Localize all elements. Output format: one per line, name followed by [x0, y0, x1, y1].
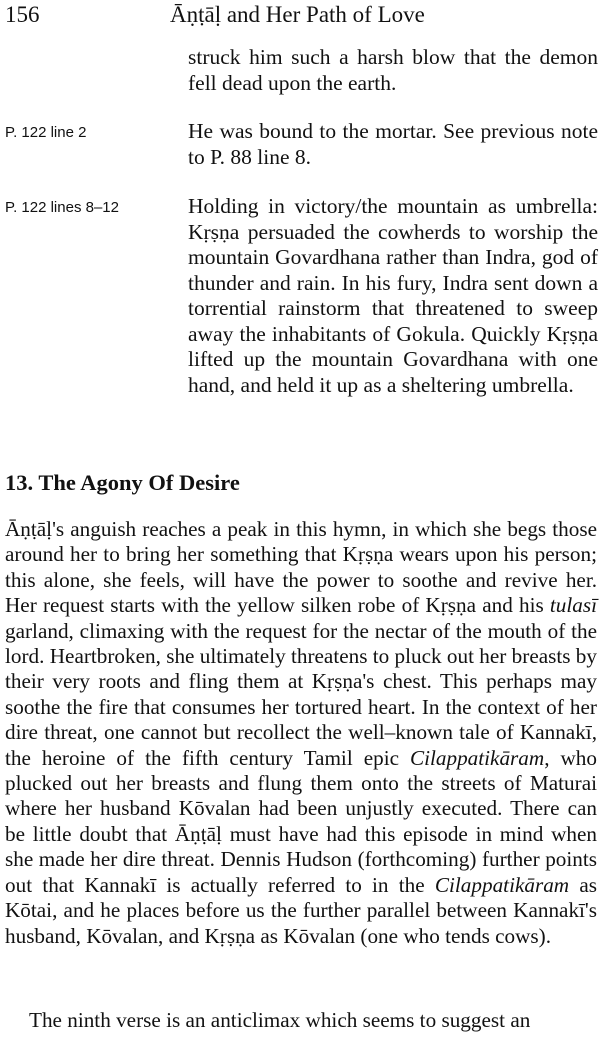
italic-title: Cilappatikāram [410, 745, 545, 770]
italic-term: tulasī [549, 593, 597, 618]
page-number: 156 [5, 2, 40, 27]
note-continuation-text: struck him such a harsh blow that the demon fell dead upon the earth. [188, 45, 598, 95]
paragraph-text: Āṇṭāḷ's anguish reaches a peak in this hymn, in which she begs those around her to bring her something that Kṛṣṇa wears upon his person; this alone, she feels, will have the power to soothe and revive her. Her request starts with the yellow silken robe of Kṛṣṇa and his [5, 517, 597, 618]
section-heading: 13. The Agony Of Desire [5, 470, 240, 495]
paragraph-text: as Kōtai, and he places before us the further parallel between Kannakī's husband, Kōvalan, and Kṛṣṇa as Kōvalan (one who tends cows). [5, 872, 598, 948]
running-title: Āṇṭāḷ and Her Path of Love [170, 2, 425, 27]
running-head [5, 0, 595, 30]
note-text: Holding in victory/the mountain as umbrella: Kṛṣṇa persuaded the cowherds to worship the mountain Govardhana rather than Indra, god of thunder and rain. In his fury, Indra sent down a torrential rainstorm that threatened to sweep away the inhabitants of Gokula. Quickly Kṛṣṇa lifted up the mountain Govardhana with one hand, and held it up as a sheltering umbrella. [188, 194, 598, 397]
paragraph-text: garland, climaxing with the request for the nectar of the mouth of the lord. Heartbroken, she ultimately threatens to pluck out her breasts by their very roots and fling them at Kṛṣṇa's chest. This perhaps may soothe the fire that consumes her tortured heart. In the context of her dire threat, one cannot but recollect the well–known tale of Kannakī, the heroine of the fifth century Tamil epic [5, 618, 597, 770]
body-paragraph [5, 517, 597, 949]
note-reference: P. 122 lines 8–12 [5, 199, 119, 216]
body-paragraph: The ninth verse is an anticlimax which seems to suggest an [29, 1008, 531, 1032]
italic-title: Cilappatikāram [434, 872, 570, 897]
note-text: He was bound to the mortar. See previous note to P. 88 line 8. [188, 119, 598, 169]
paragraph-text: , who plucked out her breasts and flung them onto the streets of Maturai where her husband Kōvalan had been unjustly executed. There can be little doubt that Āṇṭāḷ must have had this episode in mind when she made her dire threat. Dennis Hudson (forthcoming) further points out that Kannakī is actually referred to in the [5, 745, 597, 897]
note-reference: P. 122 line 2 [5, 124, 87, 141]
